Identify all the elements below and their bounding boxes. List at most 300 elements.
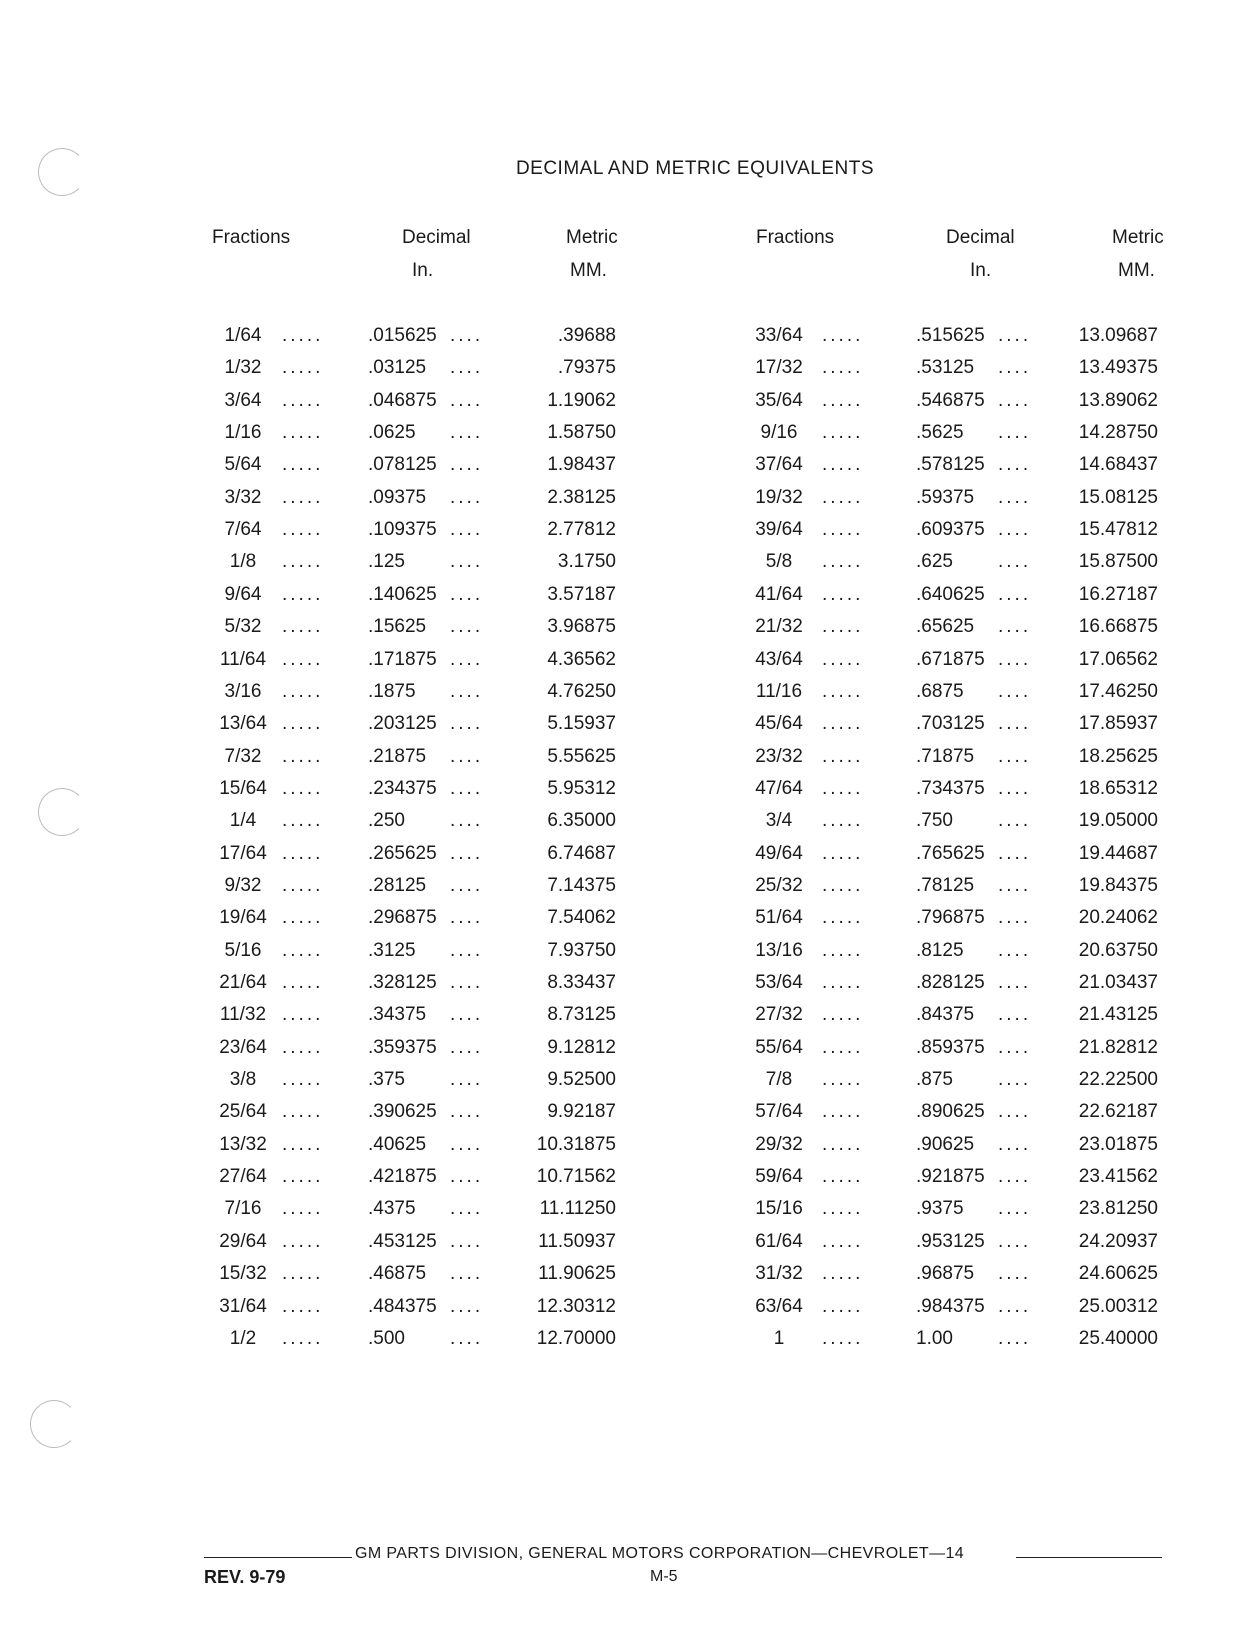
metric-value: 24.20937 — [1078, 1230, 1158, 1252]
fraction-value: 63/64 — [755, 1295, 803, 1317]
fraction-value: 45/64 — [755, 713, 803, 735]
leader-dots: .... — [998, 972, 1032, 993]
metric-value: 21.43125 — [1078, 1004, 1158, 1026]
leader-dots: .... — [998, 1166, 1032, 1188]
leader-dots: .... — [450, 422, 484, 444]
metric-value: 6.35000 — [547, 810, 616, 832]
metric-value: 13.09687 — [1078, 325, 1158, 346]
decimal-value: .171875 — [368, 648, 437, 670]
fraction-value: 7/8 — [765, 1069, 793, 1091]
leader-dots: .... — [450, 777, 484, 799]
fraction-value: 49/64 — [755, 842, 803, 864]
decimal-value: .671875 — [916, 648, 985, 670]
metric-value: 20.63750 — [1078, 939, 1158, 961]
punch-hole-middle — [38, 788, 86, 836]
leader-dots: .... — [450, 454, 484, 476]
leader-dots: .... — [450, 713, 484, 735]
decimal-value: .578125 — [916, 454, 985, 476]
footer-rule-right — [1016, 1557, 1162, 1558]
leader-dots: .... — [998, 648, 1032, 670]
leader-dots: ..... — [282, 777, 324, 799]
decimal-value: .453125 — [368, 1230, 437, 1252]
decimal-value: .046875 — [368, 389, 437, 411]
fraction-value: 29/64 — [219, 1230, 267, 1252]
leader-dots: .... — [998, 810, 1032, 832]
fraction-value: 33/64 — [755, 325, 803, 346]
header-fractions-right: Fractions — [756, 227, 835, 248]
leader-dots: ..... — [282, 907, 324, 929]
leader-dots: .... — [998, 907, 1032, 929]
fraction-value: 23/64 — [219, 1036, 267, 1058]
leader-dots: ..... — [822, 1004, 864, 1026]
fraction-value: 17/64 — [219, 842, 267, 864]
leader-dots: ..... — [822, 1166, 864, 1188]
leader-dots: .... — [450, 583, 484, 605]
metric-value: 17.46250 — [1078, 680, 1158, 702]
metric-value: 19.44687 — [1078, 842, 1158, 864]
decimal-value: .4375 — [368, 1198, 416, 1220]
decimal-value: .875 — [916, 1069, 953, 1091]
leader-dots: .... — [998, 874, 1032, 896]
metric-value: .79375 — [557, 357, 616, 379]
fraction-value: 15/16 — [755, 1198, 803, 1220]
metric-value: 5.15937 — [547, 713, 616, 735]
metric-value: 18.25625 — [1078, 745, 1158, 767]
decimal-value: .125 — [368, 551, 405, 573]
leader-dots: .... — [450, 551, 484, 573]
fraction-value: 1/64 — [224, 325, 262, 346]
fraction-value: 13/64 — [219, 713, 267, 735]
leader-dots: ..... — [822, 357, 864, 379]
header-decimal-left: Decimal — [402, 227, 471, 248]
leader-dots: ..... — [822, 810, 864, 832]
decimal-value: .109375 — [368, 519, 437, 541]
metric-value: 9.12812 — [547, 1036, 616, 1058]
leader-dots: ..... — [822, 389, 864, 411]
leader-dots: ..... — [282, 1198, 324, 1220]
metric-value: 13.49375 — [1078, 357, 1158, 379]
header-decimal-unit-right: In. — [970, 260, 992, 281]
leader-dots: .... — [450, 1036, 484, 1058]
fraction-value: 39/64 — [755, 519, 803, 541]
fraction-value: 31/64 — [219, 1295, 267, 1317]
leader-dots: ..... — [282, 1230, 324, 1252]
leader-dots: ..... — [282, 551, 324, 573]
leader-dots: .... — [450, 1230, 484, 1252]
leader-dots: .... — [998, 519, 1032, 541]
decimal-value: .328125 — [368, 972, 437, 993]
metric-value: .39688 — [557, 325, 616, 346]
leader-dots: ..... — [822, 1069, 864, 1091]
leader-dots: ..... — [822, 745, 864, 767]
leader-dots: .... — [998, 389, 1032, 411]
leader-dots: ..... — [822, 1295, 864, 1317]
header-metric-unit-right: MM. — [1118, 260, 1155, 281]
leader-dots: .... — [450, 325, 484, 346]
decimal-value: .28125 — [368, 874, 427, 896]
leader-dots: .... — [998, 1198, 1032, 1220]
fraction-value: 19/32 — [755, 486, 803, 508]
fraction-value: 5/8 — [765, 551, 793, 573]
leader-dots: ..... — [282, 519, 324, 541]
metric-value: 16.66875 — [1078, 616, 1158, 638]
leader-dots: ..... — [822, 842, 864, 864]
metric-value: 10.71562 — [536, 1166, 616, 1188]
decimal-value: .859375 — [916, 1036, 985, 1058]
fraction-value: 3/16 — [224, 680, 262, 702]
fraction-value: 3/32 — [224, 486, 262, 508]
leader-dots: .... — [998, 777, 1032, 799]
decimal-value: .84375 — [916, 1004, 975, 1026]
metric-value: 10.31875 — [536, 1133, 616, 1155]
metric-value: 17.85937 — [1078, 713, 1158, 735]
fraction-value: 1 — [773, 1327, 785, 1349]
decimal-value: .609375 — [916, 519, 985, 541]
decimal-value: .015625 — [368, 325, 437, 346]
decimal-value: .5625 — [916, 422, 964, 444]
leader-dots: ..... — [282, 680, 324, 702]
decimal-value: .71875 — [916, 745, 975, 767]
metric-value: 6.74687 — [547, 842, 616, 864]
leader-dots: .... — [450, 648, 484, 670]
leader-dots: ..... — [282, 357, 324, 379]
metric-value: 25.00312 — [1078, 1295, 1158, 1317]
header-decimal-unit-left: In. — [412, 260, 434, 281]
metric-value: 22.22500 — [1078, 1069, 1158, 1091]
fraction-value: 27/64 — [219, 1166, 267, 1188]
leader-dots: .... — [450, 842, 484, 864]
leader-dots: ..... — [822, 1327, 864, 1349]
leader-dots: ..... — [822, 907, 864, 929]
fraction-value: 1/2 — [229, 1327, 257, 1349]
metric-value: 3.96875 — [547, 616, 616, 638]
metric-value: 19.05000 — [1078, 810, 1158, 832]
decimal-value: 1.00 — [916, 1327, 953, 1349]
decimal-value: .40625 — [368, 1133, 427, 1155]
fraction-value: 3/4 — [765, 810, 793, 832]
leader-dots: .... — [450, 874, 484, 896]
leader-dots: ..... — [822, 680, 864, 702]
revision-label: REV. 9-79 — [204, 1567, 286, 1587]
leader-dots: .... — [998, 1133, 1032, 1155]
metric-value: 11.11250 — [539, 1198, 616, 1220]
fraction-value: 35/64 — [755, 389, 803, 411]
leader-dots: .... — [998, 680, 1032, 702]
leader-dots: .... — [450, 680, 484, 702]
leader-dots: ..... — [282, 842, 324, 864]
leader-dots: ..... — [822, 648, 864, 670]
metric-value: 11.50937 — [538, 1230, 616, 1252]
leader-dots: .... — [998, 745, 1032, 767]
metric-value: 15.08125 — [1078, 486, 1158, 508]
leader-dots: ..... — [282, 325, 324, 346]
fraction-value: 23/32 — [755, 745, 803, 767]
decimal-value: .0625 — [368, 422, 416, 444]
fraction-value: 13/32 — [219, 1133, 267, 1155]
leader-dots: .... — [998, 1263, 1032, 1285]
decimal-value: .250 — [368, 810, 405, 832]
leader-dots: .... — [450, 1166, 484, 1188]
fraction-value: 27/32 — [755, 1004, 803, 1026]
leader-dots: .... — [450, 1133, 484, 1155]
metric-value: 20.24062 — [1078, 907, 1158, 929]
leader-dots: .... — [998, 486, 1032, 508]
decimal-value: .078125 — [368, 454, 437, 476]
leader-dots: .... — [450, 939, 484, 961]
leader-dots: ..... — [822, 1101, 864, 1123]
header-fractions-left: Fractions — [212, 227, 291, 248]
decimal-value: .78125 — [916, 874, 975, 896]
decimal-value: .15625 — [368, 616, 427, 638]
metric-value: 4.76250 — [547, 680, 616, 702]
fraction-value: 9/16 — [760, 422, 798, 444]
metric-value: 1.98437 — [547, 454, 616, 476]
fraction-value: 55/64 — [755, 1036, 803, 1058]
leader-dots: .... — [450, 1327, 484, 1349]
metric-value: 9.92187 — [547, 1101, 616, 1123]
header-decimal-right: Decimal — [946, 227, 1015, 248]
footer-rule-left — [204, 1557, 352, 1558]
leader-dots: .... — [998, 616, 1032, 638]
leader-dots: .... — [998, 1036, 1032, 1058]
decimal-value: .140625 — [368, 583, 437, 605]
leader-dots: .... — [998, 1327, 1032, 1349]
leader-dots: ..... — [282, 583, 324, 605]
leader-dots: .... — [998, 1230, 1032, 1252]
metric-value: 17.06562 — [1078, 648, 1158, 670]
fraction-value: 53/64 — [755, 972, 803, 993]
leader-dots: ..... — [822, 1230, 864, 1252]
footer-corporation: GM PARTS DIVISION, GENERAL MOTORS CORPORATION—CHEVROLET—14 — [355, 1545, 965, 1562]
decimal-value: .6875 — [916, 680, 964, 702]
metric-value: 24.60625 — [1078, 1263, 1158, 1285]
header-metric-right: Metric — [1112, 227, 1164, 248]
fraction-value: 21/32 — [755, 616, 803, 638]
decimal-value: .3125 — [368, 939, 416, 961]
leader-dots: ..... — [282, 713, 324, 735]
decimal-value: .890625 — [916, 1101, 985, 1123]
leader-dots: ..... — [822, 486, 864, 508]
fraction-value: 1/32 — [224, 357, 262, 379]
fraction-value: 15/64 — [219, 777, 267, 799]
header-metric-unit-left: MM. — [570, 260, 607, 281]
metric-value: 7.54062 — [547, 907, 616, 929]
decimal-value: .90625 — [916, 1133, 975, 1155]
metric-value: 15.87500 — [1078, 551, 1158, 573]
decimal-value: .9375 — [916, 1198, 964, 1220]
leader-dots: .... — [998, 454, 1032, 476]
metric-value: 23.81250 — [1078, 1198, 1158, 1220]
decimal-value: .984375 — [916, 1295, 985, 1317]
leader-dots: ..... — [282, 1036, 324, 1058]
decimal-value: .265625 — [368, 842, 437, 864]
leader-dots: ..... — [822, 1198, 864, 1220]
metric-value: 23.01875 — [1078, 1133, 1158, 1155]
fraction-value: 3/8 — [229, 1069, 257, 1091]
fraction-value: 15/32 — [219, 1263, 267, 1285]
metric-value: 23.41562 — [1078, 1166, 1158, 1188]
fraction-value: 1/8 — [229, 551, 257, 573]
decimal-value: .65625 — [916, 616, 975, 638]
leader-dots: .... — [998, 325, 1032, 346]
fraction-value: 47/64 — [755, 777, 803, 799]
fraction-value: 11/16 — [755, 680, 803, 702]
leader-dots: .... — [998, 1004, 1032, 1026]
leader-dots: .... — [450, 616, 484, 638]
decimal-value: .03125 — [368, 357, 427, 379]
leader-dots: ..... — [822, 616, 864, 638]
fraction-value: 25/32 — [755, 874, 803, 896]
metric-value: 8.33437 — [547, 972, 616, 993]
decimal-value: .09375 — [368, 486, 427, 508]
metric-value: 3.1750 — [557, 551, 616, 573]
metric-value: 12.70000 — [536, 1327, 616, 1349]
leader-dots: ..... — [282, 486, 324, 508]
fraction-value: 9/64 — [224, 583, 262, 605]
metric-value: 14.28750 — [1078, 422, 1158, 444]
metric-value: 9.52500 — [547, 1069, 616, 1091]
decimal-value: .796875 — [916, 907, 985, 929]
leader-dots: .... — [998, 1101, 1032, 1123]
decimal-value: .375 — [368, 1069, 405, 1091]
decimal-value: .765625 — [916, 842, 985, 864]
leader-dots: ..... — [282, 616, 324, 638]
leader-dots: .... — [998, 1295, 1032, 1317]
punch-hole-bottom — [30, 1400, 78, 1448]
leader-dots: .... — [998, 1069, 1032, 1091]
leader-dots: .... — [450, 972, 484, 993]
leader-dots: ..... — [822, 777, 864, 799]
leader-dots: ..... — [282, 972, 324, 993]
leader-dots: .... — [450, 1295, 484, 1317]
fraction-value: 43/64 — [755, 648, 803, 670]
decimal-value: .484375 — [368, 1295, 437, 1317]
fraction-value: 57/64 — [755, 1101, 803, 1123]
decimal-value: .296875 — [368, 907, 437, 929]
decimal-value: .359375 — [368, 1036, 437, 1058]
page-title: DECIMAL AND METRIC EQUIVALENTS — [515, 158, 875, 179]
leader-dots: ..... — [822, 454, 864, 476]
leader-dots: ..... — [282, 939, 324, 961]
leader-dots: ..... — [822, 325, 864, 346]
leader-dots: ..... — [282, 422, 324, 444]
decimal-value: .703125 — [916, 713, 985, 735]
leader-dots: ..... — [822, 519, 864, 541]
leader-dots: .... — [450, 1263, 484, 1285]
metric-value: 19.84375 — [1078, 874, 1158, 896]
metric-value: 5.55625 — [547, 745, 616, 767]
decimal-value: .234375 — [368, 777, 437, 799]
metric-value: 1.19062 — [547, 389, 616, 411]
leader-dots: .... — [450, 486, 484, 508]
decimal-value: .828125 — [916, 972, 985, 993]
decimal-value: .421875 — [368, 1166, 437, 1188]
fraction-value: 13/16 — [755, 939, 803, 961]
decimal-value: .625 — [916, 551, 953, 573]
metric-value: 15.47812 — [1078, 519, 1158, 541]
fraction-value: 11/32 — [219, 1004, 267, 1026]
fraction-value: 31/32 — [755, 1263, 803, 1285]
leader-dots: ..... — [822, 1036, 864, 1058]
metric-value: 11.90625 — [538, 1263, 616, 1285]
metric-value: 16.27187 — [1078, 583, 1158, 605]
decimal-value: .921875 — [916, 1166, 985, 1188]
leader-dots: ..... — [822, 972, 864, 993]
leader-dots: .... — [450, 907, 484, 929]
fraction-value: 7/32 — [224, 745, 262, 767]
fraction-value: 19/64 — [219, 907, 267, 929]
fraction-value: 11/64 — [219, 648, 267, 670]
leader-dots: .... — [450, 1101, 484, 1123]
leader-dots: ..... — [282, 1327, 324, 1349]
decimal-value: .59375 — [916, 486, 975, 508]
leader-dots: .... — [450, 357, 484, 379]
leader-dots: ..... — [282, 1004, 324, 1026]
leader-dots: ..... — [822, 1133, 864, 1155]
metric-value: 2.38125 — [547, 486, 616, 508]
decimal-value: .390625 — [368, 1101, 437, 1123]
fraction-value: 5/32 — [224, 616, 262, 638]
fraction-value: 25/64 — [219, 1101, 267, 1123]
decimal-value: .53125 — [916, 357, 975, 379]
leader-dots: ..... — [282, 1101, 324, 1123]
fraction-value: 41/64 — [755, 583, 803, 605]
metric-value: 22.62187 — [1078, 1101, 1158, 1123]
fraction-value: 7/16 — [224, 1198, 262, 1220]
fraction-value: 59/64 — [755, 1166, 803, 1188]
decimal-value: .953125 — [916, 1230, 985, 1252]
decimal-value: .500 — [368, 1327, 405, 1349]
metric-value: 21.03437 — [1078, 972, 1158, 993]
metric-value: 21.82812 — [1078, 1036, 1158, 1058]
fraction-value: 9/32 — [224, 874, 262, 896]
leader-dots: ..... — [822, 583, 864, 605]
fraction-value: 29/32 — [755, 1133, 803, 1155]
decimal-value: .8125 — [916, 939, 964, 961]
decimal-value: .21875 — [368, 745, 427, 767]
leader-dots: .... — [998, 939, 1032, 961]
leader-dots: ..... — [822, 939, 864, 961]
leader-dots: .... — [998, 713, 1032, 735]
metric-value: 2.77812 — [547, 519, 616, 541]
fraction-value: 51/64 — [755, 907, 803, 929]
leader-dots: ..... — [282, 454, 324, 476]
metric-value: 13.89062 — [1078, 389, 1158, 411]
metric-value: 14.68437 — [1078, 454, 1158, 476]
decimal-value: .546875 — [916, 389, 985, 411]
leader-dots: ..... — [282, 1263, 324, 1285]
fraction-value: 61/64 — [755, 1230, 803, 1252]
header-metric-left: Metric — [566, 227, 618, 248]
leader-dots: ..... — [282, 389, 324, 411]
fraction-value: 3/64 — [224, 389, 262, 411]
leader-dots: .... — [998, 357, 1032, 379]
leader-dots: .... — [450, 1198, 484, 1220]
fraction-value: 1/4 — [229, 810, 257, 832]
leader-dots: .... — [450, 810, 484, 832]
metric-value: 7.14375 — [547, 874, 616, 896]
decimal-value: .734375 — [916, 777, 985, 799]
leader-dots: ..... — [282, 1166, 324, 1188]
fraction-value: 7/64 — [224, 519, 262, 541]
leader-dots: ..... — [282, 648, 324, 670]
fraction-value: 21/64 — [219, 972, 267, 993]
leader-dots: ..... — [822, 713, 864, 735]
decimal-value: .96875 — [916, 1263, 975, 1285]
leader-dots: ..... — [282, 810, 324, 832]
metric-value: 18.65312 — [1078, 777, 1158, 799]
leader-dots: ..... — [822, 1263, 864, 1285]
